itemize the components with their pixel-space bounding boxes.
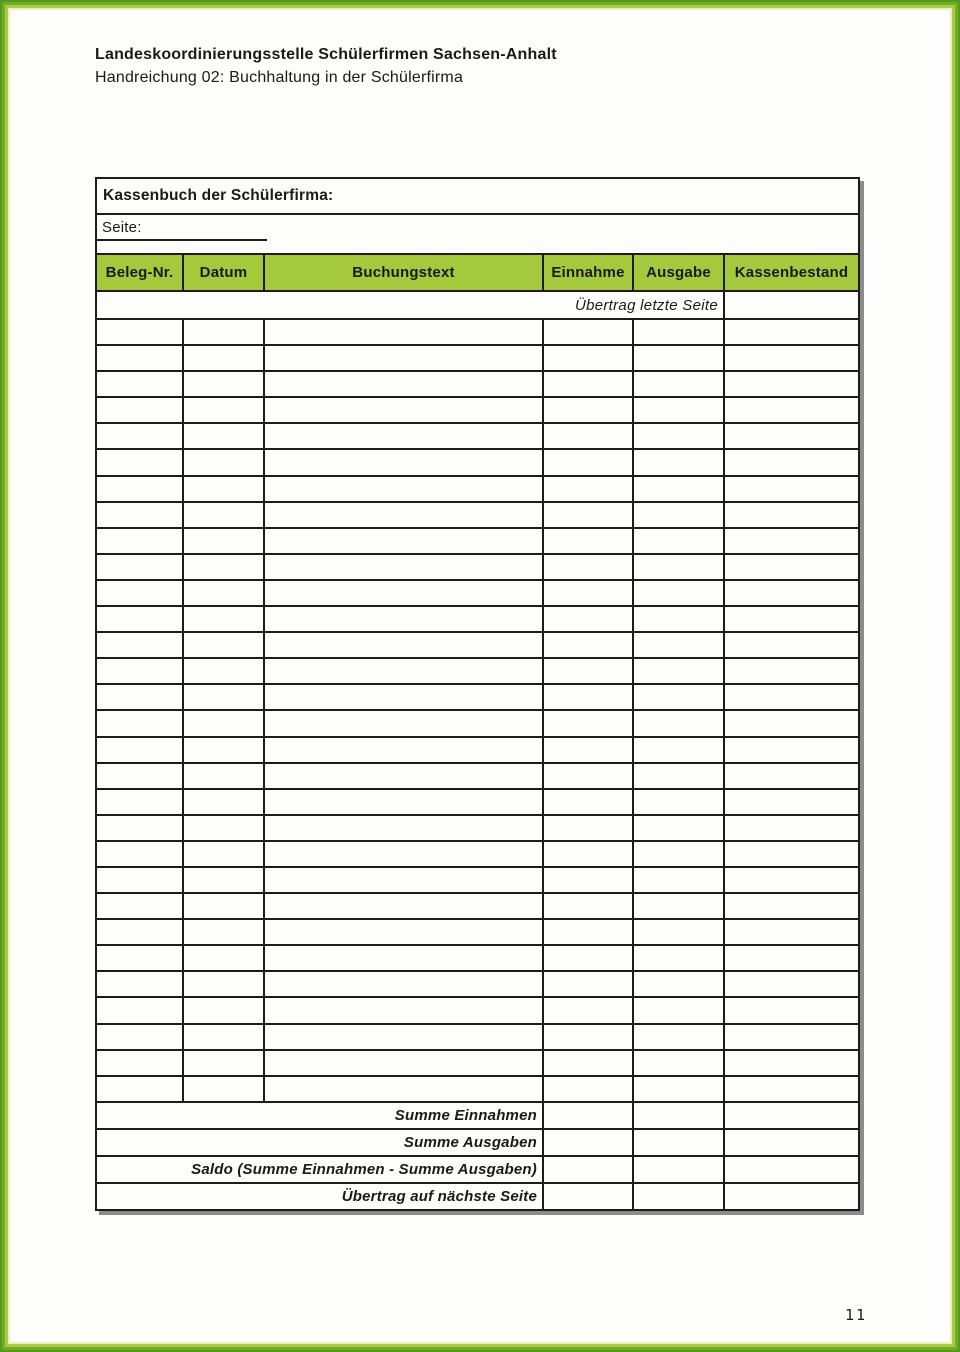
ledger-empty-row — [96, 528, 859, 554]
ledger-cell-einnahme — [543, 345, 633, 371]
ledger-cell-datum — [183, 606, 264, 632]
ledger-cell-ausgabe — [633, 841, 724, 867]
ledger-cell-ausgabe — [633, 476, 724, 502]
col-header-kassenbestand: Kassenbestand — [724, 254, 859, 291]
ledger-cell-ausgabe — [633, 789, 724, 815]
ledger-cell-kassenbestand — [724, 763, 859, 789]
summary-value-cell-einnahme — [543, 1183, 633, 1210]
ledger-cell-datum — [183, 345, 264, 371]
ledger-cell-beleg-nr — [96, 345, 183, 371]
ledger-cell-ausgabe — [633, 684, 724, 710]
ledger-cell-buchungstext — [264, 1024, 543, 1050]
ledger-cell-ausgabe — [633, 1024, 724, 1050]
summary-row — [96, 1129, 859, 1156]
ledger-empty-row — [96, 893, 859, 919]
ledger-cell-einnahme — [543, 919, 633, 945]
ledger-cell-kassenbestand — [724, 345, 859, 371]
ledger-cell-einnahme — [543, 658, 633, 684]
ledger-cell-kassenbestand — [724, 371, 859, 397]
ledger-cell-kassenbestand — [724, 971, 859, 997]
ledger-cell-ausgabe — [633, 867, 724, 893]
ledger-empty-row — [96, 580, 859, 606]
ledger-cell-buchungstext — [264, 867, 543, 893]
table-title-row — [96, 178, 859, 214]
ledger-empty-row — [96, 789, 859, 815]
ledger-cell-buchungstext — [264, 737, 543, 763]
page-field-label: Seite: — [97, 218, 267, 241]
ledger-empty-row — [96, 1050, 859, 1076]
ledger-cell-buchungstext — [264, 449, 543, 475]
ledger-cell-beleg-nr — [96, 919, 183, 945]
ledger-empty-row — [96, 737, 859, 763]
carryover-row — [96, 291, 859, 319]
ledger-cell-datum — [183, 554, 264, 580]
ledger-cell-kassenbestand — [724, 867, 859, 893]
ledger-empty-row — [96, 502, 859, 528]
ledger-cell-datum — [183, 893, 264, 919]
summary-value-cell-kassenbestand — [724, 1183, 859, 1210]
ledger-cell-beleg-nr — [96, 1076, 183, 1102]
ledger-cell-einnahme — [543, 632, 633, 658]
ledger-cell-datum — [183, 867, 264, 893]
summary-value-cell-ausgabe — [633, 1102, 724, 1129]
ledger-cell-datum — [183, 945, 264, 971]
carryover-label: Übertrag letzte Seite — [96, 291, 724, 319]
ledger-cell-buchungstext — [264, 997, 543, 1023]
ledger-cell-buchungstext — [264, 945, 543, 971]
ledger-cell-einnahme — [543, 319, 633, 345]
ledger-cell-einnahme — [543, 423, 633, 449]
ledger-cell-ausgabe — [633, 449, 724, 475]
ledger-cell-datum — [183, 1076, 264, 1102]
ledger-cell-einnahme — [543, 893, 633, 919]
ledger-empty-row — [96, 997, 859, 1023]
ledger-cell-ausgabe — [633, 423, 724, 449]
ledger-cell-beleg-nr — [96, 632, 183, 658]
ledger-cell-datum — [183, 397, 264, 423]
ledger-cell-datum — [183, 423, 264, 449]
summary-label: Summe Ausgaben — [96, 1129, 543, 1156]
ledger-cell-kassenbestand — [724, 684, 859, 710]
carryover-kassenbestand-cell — [724, 291, 859, 319]
ledger-cell-kassenbestand — [724, 554, 859, 580]
ledger-cell-einnahme — [543, 580, 633, 606]
summary-row — [96, 1102, 859, 1129]
ledger-cell-beleg-nr — [96, 371, 183, 397]
ledger-cell-buchungstext — [264, 815, 543, 841]
ledger-cell-einnahme — [543, 997, 633, 1023]
ledger-cell-kassenbestand — [724, 423, 859, 449]
ledger-empty-row — [96, 554, 859, 580]
ledger-cell-datum — [183, 815, 264, 841]
ledger-cell-kassenbestand — [724, 1050, 859, 1076]
ledger-cell-beleg-nr — [96, 449, 183, 475]
ledger-cell-ausgabe — [633, 919, 724, 945]
ledger-empty-row — [96, 1076, 859, 1102]
summary-value-cell-einnahme — [543, 1156, 633, 1183]
kassenbuch-table — [95, 177, 860, 1211]
ledger-empty-row — [96, 345, 859, 371]
ledger-cell-einnahme — [543, 684, 633, 710]
summary-label: Saldo (Summe Einnahmen - Summe Ausgaben) — [96, 1156, 543, 1183]
page-field-row — [96, 214, 859, 254]
ledger-cell-einnahme — [543, 449, 633, 475]
ledger-cell-kassenbestand — [724, 632, 859, 658]
org-title: Landeskoordinierungsstelle Schülerfirmen Sachsen-Anhalt — [95, 46, 557, 63]
ledger-empty-row — [96, 371, 859, 397]
summary-row — [96, 1156, 859, 1183]
ledger-cell-datum — [183, 580, 264, 606]
ledger-cell-einnahme — [543, 397, 633, 423]
ledger-cell-beleg-nr — [96, 945, 183, 971]
ledger-cell-ausgabe — [633, 945, 724, 971]
ledger-cell-kassenbestand — [724, 945, 859, 971]
ledger-cell-beleg-nr — [96, 528, 183, 554]
ledger-cell-datum — [183, 710, 264, 736]
ledger-cell-einnahme — [543, 737, 633, 763]
ledger-cell-einnahme — [543, 763, 633, 789]
ledger-cell-ausgabe — [633, 528, 724, 554]
ledger-cell-einnahme — [543, 1050, 633, 1076]
ledger-cell-einnahme — [543, 554, 633, 580]
ledger-cell-buchungstext — [264, 632, 543, 658]
ledger-cell-buchungstext — [264, 345, 543, 371]
ledger-cell-beleg-nr — [96, 997, 183, 1023]
ledger-cell-buchungstext — [264, 1050, 543, 1076]
ledger-cell-buchungstext — [264, 319, 543, 345]
ledger-empty-row — [96, 710, 859, 736]
ledger-cell-datum — [183, 684, 264, 710]
ledger-empty-row — [96, 867, 859, 893]
ledger-cell-datum — [183, 997, 264, 1023]
page-number: 11 — [844, 1306, 867, 1324]
ledger-cell-buchungstext — [264, 893, 543, 919]
ledger-cell-beleg-nr — [96, 971, 183, 997]
ledger-cell-kassenbestand — [724, 1076, 859, 1102]
ledger-cell-einnahme — [543, 789, 633, 815]
ledger-cell-ausgabe — [633, 658, 724, 684]
ledger-cell-beleg-nr — [96, 502, 183, 528]
ledger-cell-ausgabe — [633, 345, 724, 371]
ledger-cell-ausgabe — [633, 1076, 724, 1102]
doc-subtitle: Handreichung 02: Buchhaltung in der Schülerfirma — [95, 69, 464, 86]
summary-value-cell-ausgabe — [633, 1129, 724, 1156]
ledger-cell-beleg-nr — [96, 737, 183, 763]
ledger-empty-row — [96, 841, 859, 867]
ledger-cell-beleg-nr — [96, 423, 183, 449]
ledger-cell-kassenbestand — [724, 397, 859, 423]
ledger-cell-datum — [183, 789, 264, 815]
ledger-cell-ausgabe — [633, 580, 724, 606]
ledger-empty-row — [96, 763, 859, 789]
ledger-cell-kassenbestand — [724, 606, 859, 632]
ledger-cell-beleg-nr — [96, 893, 183, 919]
ledger-cell-buchungstext — [264, 606, 543, 632]
ledger-empty-row — [96, 971, 859, 997]
ledger-cell-ausgabe — [633, 815, 724, 841]
ledger-cell-ausgabe — [633, 632, 724, 658]
summary-value-cell-einnahme — [543, 1129, 633, 1156]
ledger-cell-kassenbestand — [724, 449, 859, 475]
ledger-cell-beleg-nr — [96, 658, 183, 684]
ledger-cell-kassenbestand — [724, 580, 859, 606]
ledger-cell-ausgabe — [633, 737, 724, 763]
ledger-empty-row — [96, 606, 859, 632]
ledger-cell-buchungstext — [264, 971, 543, 997]
ledger-cell-kassenbestand — [724, 919, 859, 945]
ledger-cell-beleg-nr — [96, 476, 183, 502]
ledger-cell-einnahme — [543, 1024, 633, 1050]
ledger-cell-kassenbestand — [724, 658, 859, 684]
ledger-empty-row — [96, 945, 859, 971]
summary-value-cell-ausgabe — [633, 1183, 724, 1210]
column-header-row — [96, 254, 859, 291]
ledger-cell-beleg-nr — [96, 1024, 183, 1050]
ledger-cell-beleg-nr — [96, 815, 183, 841]
ledger-cell-datum — [183, 841, 264, 867]
ledger-cell-buchungstext — [264, 919, 543, 945]
ledger-cell-einnahme — [543, 476, 633, 502]
ledger-cell-datum — [183, 476, 264, 502]
ledger-cell-kassenbestand — [724, 737, 859, 763]
ledger-cell-ausgabe — [633, 502, 724, 528]
ledger-cell-kassenbestand — [724, 528, 859, 554]
ledger-empty-row — [96, 1024, 859, 1050]
ledger-cell-ausgabe — [633, 319, 724, 345]
page-field-cell — [96, 214, 859, 254]
ledger-empty-row — [96, 684, 859, 710]
ledger-cell-buchungstext — [264, 580, 543, 606]
ledger-cell-datum — [183, 919, 264, 945]
ledger-cell-datum — [183, 632, 264, 658]
ledger-cell-datum — [183, 319, 264, 345]
ledger-cell-buchungstext — [264, 554, 543, 580]
ledger-cell-einnahme — [543, 945, 633, 971]
ledger-cell-beleg-nr — [96, 841, 183, 867]
ledger-cell-beleg-nr — [96, 763, 183, 789]
col-header-ausgabe: Ausgabe — [633, 254, 724, 291]
summary-label: Summe Einnahmen — [96, 1102, 543, 1129]
ledger-cell-einnahme — [543, 841, 633, 867]
ledger-cell-datum — [183, 737, 264, 763]
ledger-cell-buchungstext — [264, 528, 543, 554]
ledger-cell-beleg-nr — [96, 606, 183, 632]
ledger-cell-beleg-nr — [96, 867, 183, 893]
ledger-cell-einnahme — [543, 1076, 633, 1102]
ledger-cell-kassenbestand — [724, 710, 859, 736]
ledger-cell-buchungstext — [264, 684, 543, 710]
ledger-cell-buchungstext — [264, 423, 543, 449]
ledger-cell-einnahme — [543, 710, 633, 736]
ledger-cell-datum — [183, 371, 264, 397]
ledger-cell-ausgabe — [633, 1050, 724, 1076]
ledger-cell-buchungstext — [264, 476, 543, 502]
ledger-cell-kassenbestand — [724, 319, 859, 345]
summary-value-cell-kassenbestand — [724, 1102, 859, 1129]
ledger-cell-beleg-nr — [96, 319, 183, 345]
ledger-cell-buchungstext — [264, 841, 543, 867]
summary-label: Übertrag auf nächste Seite — [96, 1183, 543, 1210]
ledger-cell-buchungstext — [264, 789, 543, 815]
ledger-cell-beleg-nr — [96, 397, 183, 423]
ledger-cell-ausgabe — [633, 710, 724, 736]
ledger-cell-beleg-nr — [96, 789, 183, 815]
ledger-empty-row — [96, 632, 859, 658]
ledger-cell-datum — [183, 1050, 264, 1076]
table-title: Kassenbuch der Schülerfirma: — [96, 178, 859, 214]
ledger-cell-kassenbestand — [724, 893, 859, 919]
ledger-cell-ausgabe — [633, 554, 724, 580]
ledger-empty-row — [96, 423, 859, 449]
summary-value-cell-einnahme — [543, 1102, 633, 1129]
ledger-cell-einnahme — [543, 502, 633, 528]
ledger-cell-ausgabe — [633, 997, 724, 1023]
ledger-cell-beleg-nr — [96, 554, 183, 580]
ledger-empty-row — [96, 397, 859, 423]
col-header-buchungstext: Buchungstext — [264, 254, 543, 291]
ledger-cell-beleg-nr — [96, 710, 183, 736]
ledger-empty-row — [96, 815, 859, 841]
ledger-cell-ausgabe — [633, 971, 724, 997]
ledger-cell-buchungstext — [264, 1076, 543, 1102]
ledger-cell-datum — [183, 763, 264, 789]
ledger-cell-beleg-nr — [96, 684, 183, 710]
ledger-cell-einnahme — [543, 867, 633, 893]
ledger-cell-buchungstext — [264, 502, 543, 528]
ledger-cell-beleg-nr — [96, 580, 183, 606]
summary-value-cell-kassenbestand — [724, 1129, 859, 1156]
ledger-cell-buchungstext — [264, 710, 543, 736]
ledger-cell-buchungstext — [264, 658, 543, 684]
ledger-cell-einnahme — [543, 371, 633, 397]
ledger-empty-row — [96, 476, 859, 502]
summary-value-cell-kassenbestand — [724, 1156, 859, 1183]
ledger-cell-datum — [183, 502, 264, 528]
ledger-cell-kassenbestand — [724, 997, 859, 1023]
ledger-empty-row — [96, 319, 859, 345]
ledger-cell-ausgabe — [633, 893, 724, 919]
ledger-empty-row — [96, 919, 859, 945]
ledger-cell-einnahme — [543, 528, 633, 554]
col-header-einnahme: Einnahme — [543, 254, 633, 291]
ledger-cell-einnahme — [543, 971, 633, 997]
summary-row — [96, 1183, 859, 1210]
ledger-cell-datum — [183, 528, 264, 554]
ledger-empty-row — [96, 449, 859, 475]
ledger-cell-kassenbestand — [724, 815, 859, 841]
ledger-cell-buchungstext — [264, 371, 543, 397]
ledger-cell-datum — [183, 658, 264, 684]
col-header-datum: Datum — [183, 254, 264, 291]
ledger-cell-ausgabe — [633, 371, 724, 397]
col-header-beleg-nr: Beleg-Nr. — [96, 254, 183, 291]
ledger-cell-kassenbestand — [724, 502, 859, 528]
ledger-cell-ausgabe — [633, 606, 724, 632]
ledger-cell-einnahme — [543, 815, 633, 841]
ledger-cell-kassenbestand — [724, 1024, 859, 1050]
ledger-cell-beleg-nr — [96, 1050, 183, 1076]
ledger-cell-buchungstext — [264, 763, 543, 789]
ledger-cell-ausgabe — [633, 397, 724, 423]
ledger-cell-datum — [183, 1024, 264, 1050]
summary-value-cell-ausgabe — [633, 1156, 724, 1183]
ledger-cell-datum — [183, 449, 264, 475]
ledger-cell-kassenbestand — [724, 789, 859, 815]
ledger-cell-einnahme — [543, 606, 633, 632]
ledger-cell-kassenbestand — [724, 476, 859, 502]
ledger-empty-row — [96, 658, 859, 684]
ledger-cell-datum — [183, 971, 264, 997]
ledger-cell-kassenbestand — [724, 841, 859, 867]
ledger-cell-buchungstext — [264, 397, 543, 423]
ledger-cell-ausgabe — [633, 763, 724, 789]
